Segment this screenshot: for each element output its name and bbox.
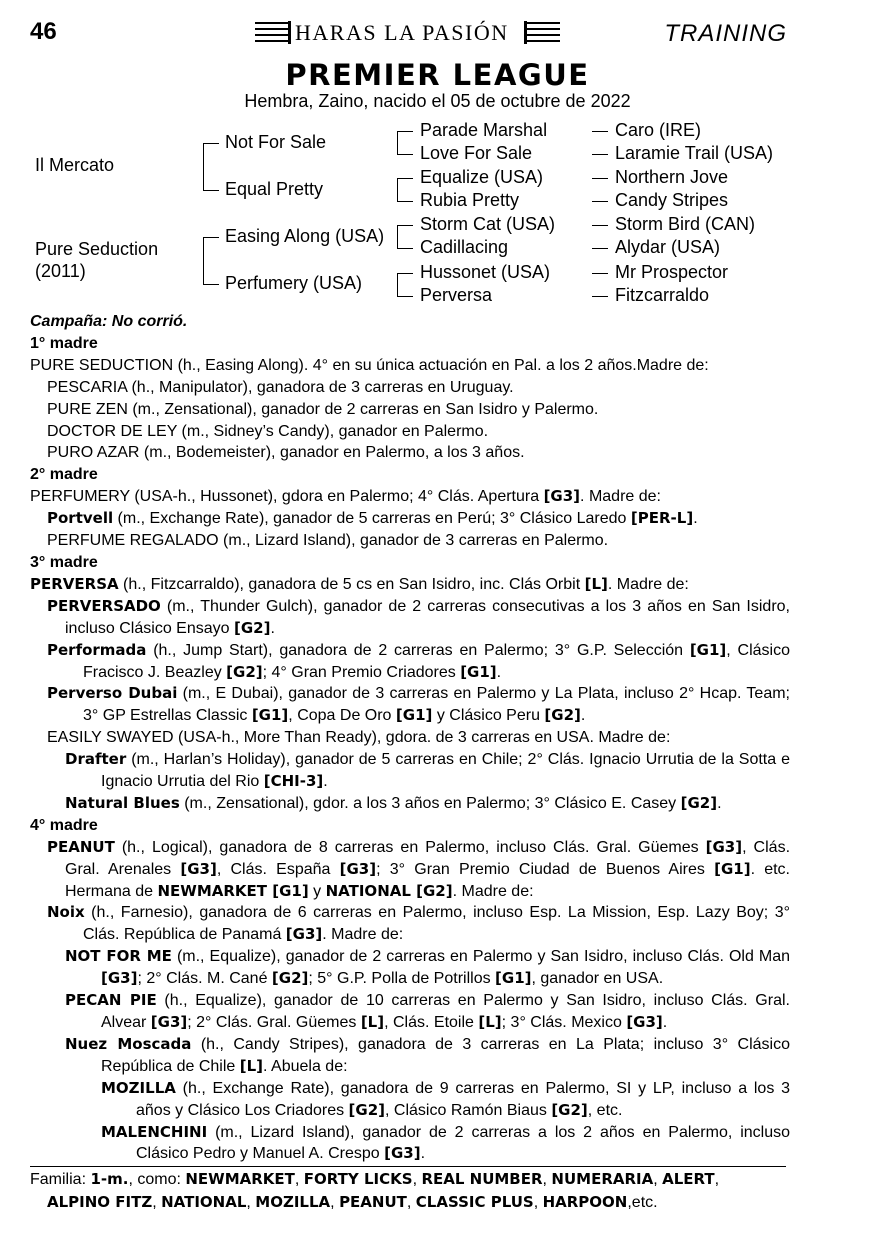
entry-perverso-dubai: Perverso Dubai (m., E Dubai), ganador de 3 carreras en Palermo y La Plata, incluso 2° Hcap. Team; 3° GP Estrellas Classic [G1], Copa De Oro [G1] y Clásico Peru [G2]. <box>47 684 791 725</box>
heading-second-dam: 2° madre <box>30 466 98 484</box>
ped-sire: Il Mercato <box>35 155 115 175</box>
entry-pecan-pie: PECAN PIE (h., Equalize), ganador de 10 carreras en Palermo y San Isidro, incluso Clás. Gral. Alvear [G3]; 2° Clás. Gral. Güemes [L], Clás. Etoile [L]; 3° Clás. Mexico [G3]. <box>65 991 790 1031</box>
ped-gen3-8: Perversa <box>420 285 493 305</box>
entry-perversa: PERVERSA (h., Fitzcarraldo), ganadora de 5 cs en San Isidro, inc. Clás Orbit [L]. Madre de: <box>30 574 689 593</box>
entry-drafter: Drafter (m., Harlan’s Holiday), ganador de 5 carreras en Chile; 2° Clás. Ignacio Urrutia de la Sotta e Ignacio Urrutia del Rio [CHI-3]. <box>65 750 790 791</box>
page-number: 46 <box>30 18 57 45</box>
ped-gen2-2: Equal Pretty <box>225 179 324 199</box>
produce-record <box>30 311 790 1165</box>
ped-gen4-1: Caro (IRE) <box>615 120 702 140</box>
entry-mozilla: MOZILLA (h., Exchange Rate), ganadora de 9 carreras en Palermo, SI y LP, incluso a los 3 años y Clásico Los Criadores [G2], Clásico Ramón Biaus [G2], etc. <box>101 1078 790 1119</box>
ped-gen3-4: Rubia Pretty <box>420 190 520 210</box>
campaign-line: Campaña: No corrió. <box>30 313 188 330</box>
entry-pure-seduction: PURE SEDUCTION (h., Easing Along). 4° en su única actuación en Pal. a los 2 años.Madre de: <box>30 356 709 374</box>
ped-gen2-1: Not For Sale <box>225 132 327 152</box>
section-label: TRAINING <box>664 20 787 47</box>
ped-gen3-2: Love For Sale <box>420 143 533 163</box>
entry-doctor-de-ley: DOCTOR DE LEY (m., Sidney’s Candy), ganador en Palermo. <box>47 422 489 440</box>
entry-easily-swayed: EASILY SWAYED (USA-h., More Than Ready), gdora. de 3 carreras en USA. Madre de: <box>47 729 671 747</box>
entry-natural-blues: Natural Blues (m., Zensational), gdor. a los 3 años en Palermo; 3° Clásico E. Casey [G2]. <box>65 793 722 812</box>
heading-first-dam: 1° madre <box>30 334 98 352</box>
horse-description: Hembra, Zaino, nacido el 05 de octubre de 2022 <box>244 91 631 111</box>
brand-name: HARAS LA PASIÓN <box>295 20 509 45</box>
entry-performada: Performada (h., Jump Start), ganadora de 2 carreras en Palermo; 3° G.P. Selección [G1], Clásico Fracisco J. Beazley [G2]; 4° Gran Premio Criadores [G1]. <box>47 640 790 681</box>
entry-nuez-moscada: Nuez Moscada (h., Candy Stripes), ganadora de 3 carreras en La Plata; incluso 3° Clásico República de Chile [L]. Abuela de: <box>65 1034 790 1075</box>
entry-pescaria: PESCARIA (h., Manipulator), ganadora de 3 carreras en Uruguay. <box>47 378 514 396</box>
entry-puro-azar: PURO AZAR (m., Bodemeister), ganador en Palermo, a los 3 años. <box>47 444 525 462</box>
horse-name: PREMIER LEAGUE <box>285 58 590 92</box>
ped-gen4-4: Candy Stripes <box>615 190 729 210</box>
ped-gen3-1: Parade Marshal <box>420 120 548 140</box>
ped-gen4-5: Storm Bird (CAN) <box>615 214 756 234</box>
logo-bars-left <box>255 22 291 46</box>
ped-gen3-5: Storm Cat (USA) <box>420 214 556 234</box>
ped-gen4-2: Laramie Trail (USA) <box>615 143 774 163</box>
entry-perfume-regalado: PERFUME REGALADO (m., Lizard Island), ganador de 3 carreras en Palermo. <box>47 532 609 550</box>
entry-peanut: PEANUT (h., Logical), ganadora de 8 carreras en Palermo, incluso Clás. Gral. Güemes [G3], Clás. Gral. Arenales [G3], Clás. España [G3]; 3° Gran Premio Ciudad de Buenos Aires [G1]. etc. Hermana de NEWMARKET [G1] y NATIONAL [G2]. Madre de: <box>47 837 791 900</box>
entry-portvell: Portvell (m., Exchange Rate), ganador de 5 carreras en Perú; 3° Clásico Laredo [PER-L]. <box>47 509 698 528</box>
ped-gen2-3: Easing Along (USA) <box>225 226 385 246</box>
heading-fourth-dam: 4° madre <box>30 816 98 834</box>
logo-bars-right <box>524 22 560 46</box>
ped-gen4-7: Mr Prospector <box>615 262 729 282</box>
ped-gen3-6: Cadillacing <box>420 237 509 257</box>
heading-third-dam: 3° madre <box>30 553 98 571</box>
ped-gen4-6: Alydar (USA) <box>615 237 721 257</box>
ped-gen2-4: Perfumery (USA) <box>225 273 363 293</box>
ped-gen4-3: Northern Jove <box>615 167 729 187</box>
brand-logo <box>255 18 560 48</box>
entry-perversado: PERVERSADO (m., Thunder Gulch), ganador de 2 carreras consecutivas a los 3 años en San Isidro, incluso Clásico Ensayo [G2]. <box>47 596 790 637</box>
entry-perfumery: PERFUMERY (USA-h., Hussonet), gdora en Palermo; 4° Clás. Apertura [G3]. Madre de: <box>30 487 661 506</box>
entry-not-for-me: NOT FOR ME (m., Equalize), ganador de 2 carreras en Palermo y San Isidro, incluso Clás. Old Man [G3]; 2° Clás. M. Cané [G2]; 5° G.P. Polla de Potrillos [G1], ganador en USA. <box>65 947 791 988</box>
entry-noix: Noix (h., Farnesio), ganadora de 6 carreras en Palermo, incluso Esp. La Mission, Esp. Lazy Boy; 3° Clás. República de Panamá [G3]. Madre de: <box>47 903 790 944</box>
entry-malenchini: MALENCHINI (m., Lizard Island), ganador de 2 carreras a los 2 años en Palermo, incluso Clásico Pedro y Manuel A. Crespo [G3]. <box>101 1122 790 1163</box>
ped-gen3-7: Hussonet (USA) <box>420 262 551 282</box>
ped-gen4-8: Fitzcarraldo <box>615 285 710 305</box>
family-footer: Familia: 1-m., como: NEWMARKET, FORTY LICKS, REAL NUMBER, NUMERARIA, ALERT, ALPINO FITZ, NATIONAL, MOZILLA, PEANUT, CLASSIC PLUS, HARPOON,etc. <box>30 1170 720 1211</box>
ped-dam: Pure Seduction <box>35 239 159 259</box>
entry-pure-zen: PURE ZEN (m., Zensational), ganador de 2 carreras en San Isidro y Palermo. <box>47 400 599 418</box>
ped-gen3-3: Equalize (USA) <box>420 167 544 187</box>
footer-divider <box>30 1166 786 1167</box>
ped-dam-year: (2011) <box>35 261 86 281</box>
